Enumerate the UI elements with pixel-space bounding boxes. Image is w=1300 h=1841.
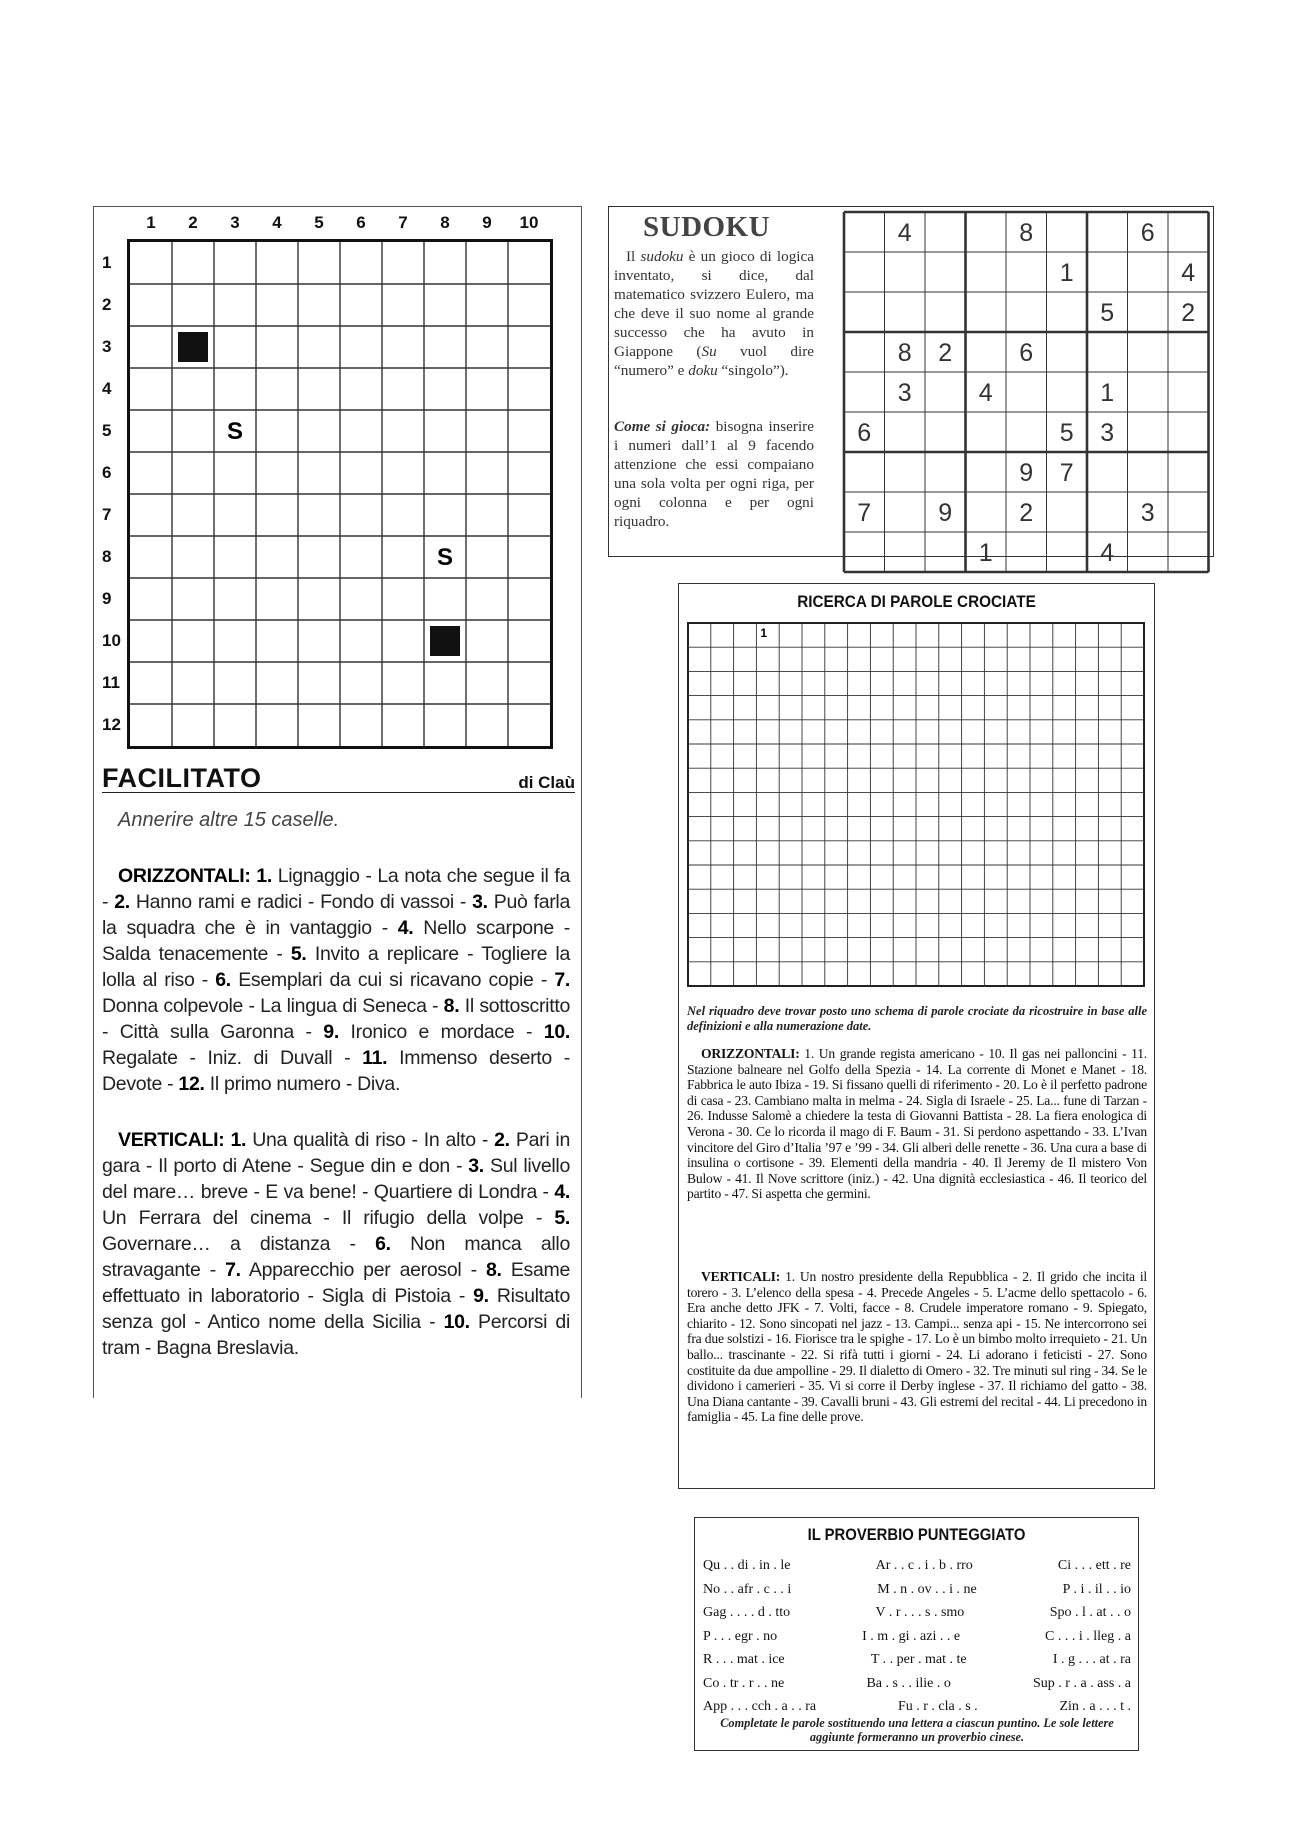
sudoku-digit: 6	[857, 419, 872, 447]
proverbio-word: Sup . r . a . ass . a	[1033, 1675, 1131, 1691]
ricerca-title: RICERCA DI PAROLE CROCIATE	[797, 592, 1036, 611]
proverbio-footer: Completate le parole sostituendo una lettera a ciascun puntino. Le sole lettere aggiunte formeranno un proverbio cinese.	[720, 1716, 1114, 1744]
clue-text: Ironico e mordace -	[338, 1021, 544, 1043]
proverbio-title: IL PROVERBIO PUNTEGGIATO	[807, 1526, 1026, 1544]
proverbio-word: R . . . mat . ice	[703, 1652, 785, 1667]
proverbio-word: C . . . i . lleg . a	[1045, 1628, 1131, 1644]
clue-text: Pari in gara - Il porto di Atene - Segue din e don -	[102, 1129, 570, 1177]
proverbio-line	[703, 1605, 1131, 1621]
clue-text: Governare… a distanza -	[102, 1233, 376, 1255]
proverbio-word: Spo . l . at . . o	[1049, 1605, 1131, 1620]
black-cell	[178, 332, 208, 362]
facilitato-instruction: Annerire altre 15 caselle.	[118, 809, 340, 831]
proverbio-word: V . r . . . s . smo	[875, 1605, 965, 1620]
sudoku-digit: 3	[1140, 499, 1155, 527]
ricerca-grid	[687, 622, 1146, 992]
clue-text: Nello scarpone - Salda tenacemente -	[102, 917, 570, 965]
title-divider	[102, 792, 575, 793]
column-number: 5	[314, 213, 324, 232]
clue-number: 12.	[178, 1073, 205, 1095]
ricerca-cell-number: 1	[760, 626, 768, 640]
facilitato-across-clues	[102, 863, 570, 1097]
row-number: 5	[102, 421, 112, 440]
proverbio-word: Ba . s . . ilie . o	[866, 1675, 951, 1691]
sudoku-title: SUDOKU	[643, 211, 771, 243]
column-number: 8	[440, 213, 450, 232]
clue-number: 8.	[443, 995, 460, 1017]
sudoku-digit: 2	[1019, 499, 1034, 527]
clue-text: Apparecchio per aerosol -	[240, 1259, 486, 1281]
clue-number: 8.	[485, 1259, 502, 1281]
proverbio-line	[703, 1629, 1131, 1645]
italic-word: Su	[701, 343, 717, 360]
clue-number: 10.	[543, 1021, 570, 1043]
clue-number: 7.	[225, 1259, 241, 1281]
sudoku-digit: 3	[897, 379, 912, 407]
sudoku-grid	[842, 210, 1211, 574]
proverbio-word: App . . . cch . a . . ra	[703, 1699, 817, 1714]
clue-text: Risultato senza gol - Antico nome della Sicilia -	[102, 1285, 570, 1333]
proverbio-line	[703, 1582, 1131, 1598]
sudoku-digit: 5	[1059, 419, 1074, 447]
sudoku-digit: 2	[1181, 299, 1196, 327]
ricerca-down-text: 1. Un nostro presidente della Repubblica - 2. Il grido che incita il torero - 3. L’elenco della spesa - 4. Precede Angeles - 5. L’acme dello spettacolo - 6. Era anche detto JFK - 7. Volti, facce - 8. Crudele imperatore romano - 9. Spiegato, chiarito - 12. Sono sincopati nel jazz - 13. Campi... senza api - 15. Ne intercorrono sei fra due solstizi - 16. Fiorisce tra le spighe - 17. Lo è un bimbo molto irrequieto - 21. Un ballo... trascinante - 22. Si rifà tutti i giorni - 24. Li adorano i feticisti - 27. Sono costituite da due ampolline - 29. Il dialetto di Omero - 32. Tre minuti sul ring - 34. Se le dividono i camerieri - 35. Vi si corre il Derby inglese - 37. Il richiamo del gatto - 38. Una Diana cantante - 39. Cavalli bruni - 43. Gli estremi del recital - 44. Li precedono in famiglia - 45. La fine delle prove.	[687, 1269, 1147, 1425]
sudoku-howto-text: bisogna inserire i numeri dall’1 al 9 facendo attenzione che essi compaiano una sola volta per ogni riga, per ogni colonna e per ogni riquadro.	[614, 418, 814, 530]
proverbio-punteggiato	[694, 1517, 1139, 1751]
column-number: 1	[146, 213, 156, 232]
clue-number: 6.	[375, 1233, 391, 1255]
row-number: 9	[102, 589, 112, 608]
clue-number: 10.	[443, 1311, 470, 1333]
letter-cell: S	[436, 544, 454, 571]
clue-number: 9.	[323, 1021, 339, 1043]
letter-cell: S	[226, 418, 244, 445]
sudoku-digit: 3	[1100, 419, 1115, 447]
sudoku-digit: 4	[1100, 539, 1115, 567]
ricerca-across-label: ORIZZONTALI:	[701, 1046, 800, 1061]
clue-number: 7.	[554, 969, 570, 991]
clue-number: 9.	[473, 1285, 489, 1307]
sudoku-intro: Il sudoku è un gioco di logica inventato, si dice, dal matematico svizzero Eulero, ma che deve il suo nome al grande successo che ha avuto in Giappone (Su vuol dire “numero” e doku “singolo”).	[614, 248, 815, 379]
sudoku-digit: 1	[1059, 259, 1074, 287]
proverbio-word: P . i . il . . io	[1062, 1581, 1131, 1597]
sudoku-puzzle	[608, 206, 1214, 567]
sudoku-howto-label: Come si gioca:	[614, 418, 711, 435]
row-number: 2	[102, 295, 112, 314]
proverbio-line	[703, 1652, 1131, 1668]
sudoku-digit: 9	[938, 499, 953, 527]
clue-text: Un Ferrara del cinema - Il rifugio della volpe -	[102, 1207, 555, 1229]
clue-text: Il sottoscritto - Città sulla Garonna -	[102, 995, 570, 1043]
sudoku-digit: 1	[978, 539, 993, 567]
sudoku-digit: 5	[1100, 299, 1115, 327]
ricerca-parole-crociate	[678, 583, 1155, 1489]
row-number: 4	[102, 379, 112, 398]
row-number: 12	[102, 715, 121, 734]
clue-text: Una qualità di riso - In alto -	[246, 1129, 495, 1151]
row-number: 8	[102, 547, 112, 566]
proverbio-word: Gag . . . . d . tto	[703, 1605, 791, 1620]
facilitato-grid	[127, 239, 553, 749]
clue-number: 5.	[290, 943, 307, 965]
clue-text: Immenso deserto - Devote -	[102, 1047, 570, 1095]
proverbio-word: P . . . egr . no	[703, 1628, 778, 1644]
clue-text: Esemplari da cui si ricavano copie -	[230, 969, 555, 991]
clue-number: 3.	[472, 891, 488, 913]
facilitato-down-clues	[102, 1127, 570, 1361]
proverbio-line	[703, 1676, 1131, 1692]
proverbio-word: I . m . gi . azi . . e	[862, 1628, 961, 1644]
ricerca-down-clues	[687, 1269, 1147, 1425]
ricerca-across-clues	[687, 1046, 1147, 1202]
row-number: 11	[102, 673, 120, 692]
facilitato-author: di Claù	[518, 773, 575, 792]
proverbio-word: Qu . . di . in . le	[703, 1558, 791, 1573]
clue-text: Può farla la squadra che è in vantaggio -	[102, 891, 571, 939]
column-number: 6	[356, 213, 366, 232]
clue-number: 4.	[554, 1181, 570, 1203]
clue-text: Esame effettuato in laboratorio - Sigla di Pistoia -	[102, 1259, 571, 1307]
column-number: 9	[482, 213, 492, 232]
italic-word: sudoku	[640, 248, 684, 265]
clue-text: Non manca allo stravagante -	[102, 1233, 570, 1281]
clue-number: 5.	[554, 1207, 570, 1229]
clue-number: 2.	[114, 891, 130, 913]
clue-number: 3.	[468, 1155, 484, 1177]
sudoku-digit: 6	[1140, 219, 1155, 247]
row-number: 10	[102, 631, 121, 650]
row-number: 6	[102, 463, 112, 482]
clue-number: VERTICALI: 1.	[118, 1129, 247, 1151]
sudoku-digit: 9	[1019, 459, 1034, 487]
column-number: 7	[398, 213, 408, 232]
column-number: 4	[272, 213, 282, 232]
clue-text: Invito a replicare - Togliere la lolla al riso -	[102, 943, 570, 991]
clue-number: 4.	[397, 917, 414, 939]
clue-text: Donna colpevole - La lingua di Seneca -	[102, 995, 444, 1017]
sudoku-digit: 7	[857, 499, 872, 527]
clue-text: Hanno rami e radici - Fondo di vassoi -	[129, 891, 473, 913]
facilitato-title: FACILITATO	[102, 763, 262, 793]
column-number: 2	[188, 213, 198, 232]
row-number: 1	[102, 253, 112, 272]
proverbio-word: Co . tr . r . . ne	[703, 1675, 785, 1691]
sudoku-digit: 7	[1059, 459, 1074, 487]
proverbio-word: Ar . . c . i . b . rro	[875, 1558, 973, 1573]
proverbio-word: No . . afr . c . . i	[703, 1581, 792, 1597]
proverbio-word: Fu . r . cla . s .	[897, 1699, 978, 1714]
clue-number: ORIZZONTALI: 1.	[118, 865, 272, 887]
sudoku-digit: 1	[1100, 379, 1115, 407]
column-number: 10	[519, 213, 539, 232]
clue-number: 11.	[362, 1047, 388, 1069]
sudoku-digit: 6	[1019, 339, 1034, 367]
sudoku-digit: 2	[938, 339, 953, 367]
ricerca-down-label: VERTICALI:	[701, 1269, 781, 1284]
sudoku-howto	[614, 417, 814, 531]
row-number: 7	[102, 505, 112, 524]
sudoku-digit: 8	[897, 339, 912, 367]
facilitato-puzzle	[93, 206, 582, 1398]
clue-text: Regalate - Iniz. di Duvall -	[102, 1047, 363, 1069]
clue-text: Percorsi di tram - Bagna Breslavia.	[102, 1311, 570, 1359]
proverbio-word: M . n . ov . . i . ne	[877, 1581, 977, 1597]
italic-word: doku	[688, 362, 718, 379]
proverbio-word: Zin . a . . . t .	[1059, 1699, 1131, 1714]
facilitato-grid-lines	[130, 242, 550, 746]
sudoku-digit: 4	[897, 219, 912, 247]
black-cell	[430, 626, 460, 656]
proverbio-word: T . . per . mat . te	[870, 1652, 967, 1667]
clue-text: Lignaggio - La nota che segue il fa -	[102, 865, 570, 913]
proverbio-word: I . g . . . at . ra	[1052, 1652, 1131, 1667]
proverbio-word: Ci . . . ett . re	[1057, 1558, 1131, 1573]
sudoku-digit: 4	[1181, 259, 1196, 287]
clue-number: 2.	[494, 1129, 510, 1151]
sudoku-digit: 4	[978, 379, 993, 407]
column-number: 3	[230, 213, 240, 232]
clue-text: Sul livello del mare… breve - E va bene! - Quartiere di Londra -	[102, 1155, 570, 1203]
sudoku-digit: 8	[1019, 219, 1034, 247]
clue-text: Il primo numero - Diva.	[204, 1073, 401, 1095]
ricerca-note: Nel riquadro deve trovar posto uno schema di parole crociate da ricostruire in base alle definizioni e alla numerazione date.	[687, 1004, 1147, 1033]
ricerca-across-text: 1. Un grande regista americano - 10. Il gas nei palloncini - 11. Stazione balneare nel Golfo della Spezia - 14. La corrente di Monet e Manet - 18. Fabbrica le auto Ibiza - 19. Si fissano quelli di riferimento - 20. Lo è il perfetto padrone di casa - 23. Cambiano malta in melma - 24. Sigla di Israele - 25. La... fune di Tarzan - 26. Indusse Salomè a chiedere la testa di Giovanni Battista - 28. La fiera enologica di Verona - 30. Ce lo ricorda il mago di F. Baum - 31. Si perdono aspettando - 33. L’Ivan vincitore del Giro d’Italia ’97 e ’99 - 34. Gli alberi delle renette - 36. Una cura a base di insulina o cortisone - 39. Elementi della mandria - 40. Il Jeremy de Il mistero Von Bulow - 41. Il Nove scrittore (iniz.) - 42. Una dignità ecclesiastica - 46. Il teorico del partito - 47. Si aspetta che germini.	[687, 1046, 1147, 1202]
row-number: 3	[102, 337, 112, 356]
proverbio-line	[703, 1699, 1131, 1715]
proverbio-line	[703, 1558, 1131, 1574]
clue-number: 6.	[215, 969, 231, 991]
